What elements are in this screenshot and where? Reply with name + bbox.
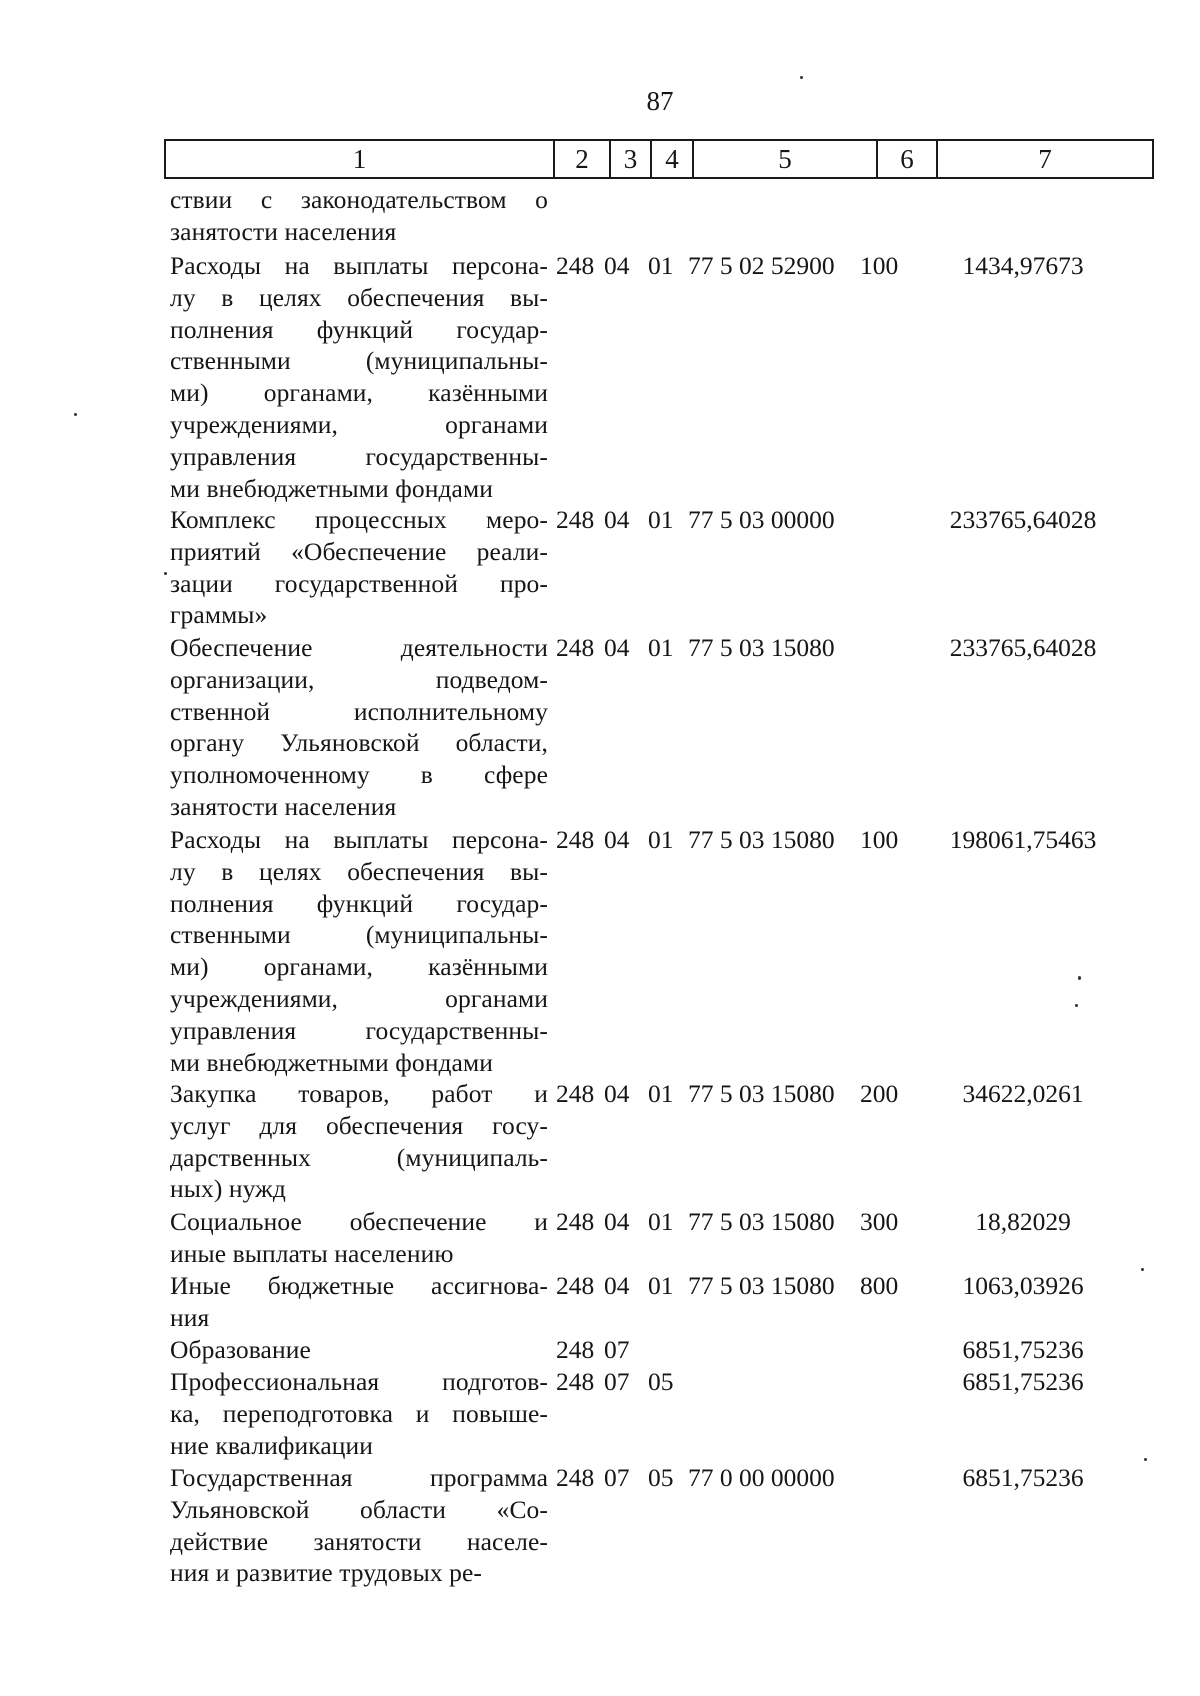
row-name-line: Расходы на выплаты персона- xyxy=(170,825,548,854)
row-name xyxy=(170,1462,548,1589)
row-section: 04 xyxy=(604,1207,630,1236)
row-expense-type xyxy=(860,504,914,536)
row-name-line: Комплекс процессных меро- xyxy=(170,505,548,534)
table-row xyxy=(170,1462,1132,1589)
row-name-line: Обеспечение деятельности xyxy=(170,633,548,662)
row-name-line: услуг для обеспечения госу- xyxy=(170,1110,548,1140)
scan-speck xyxy=(164,572,167,575)
row-name-line: управления государственны- xyxy=(170,1015,548,1045)
row-codes xyxy=(548,1206,914,1238)
row-sum: 233765,64028 xyxy=(949,633,1097,662)
row-subsection: 01 xyxy=(648,251,674,280)
row-target-article: 77 5 02 52900 xyxy=(688,251,835,280)
row-name-line: действие занятости населе- xyxy=(170,1526,548,1556)
row-codes xyxy=(548,250,914,282)
row-expense-type: 100 xyxy=(860,825,899,854)
row-section: 04 xyxy=(604,505,630,534)
row-name-line: граммы» xyxy=(170,600,268,630)
row-section: 07 xyxy=(604,1367,630,1396)
row-sum: 6851,75236 xyxy=(962,1367,1084,1396)
row-grbs: 248 xyxy=(556,633,595,662)
row-grbs: 248 xyxy=(556,1335,595,1364)
row-name xyxy=(170,1366,548,1461)
row-name xyxy=(170,824,548,1078)
row-grbs: 248 xyxy=(556,1463,595,1492)
header-col-6: 6 xyxy=(878,141,938,177)
row-target-article: 77 5 03 15080 xyxy=(688,1079,835,1108)
row-target-article: 77 5 03 15080 xyxy=(688,633,835,662)
row-name xyxy=(170,184,548,248)
scan-speck xyxy=(800,76,803,79)
row-grbs: 248 xyxy=(556,251,595,280)
row-sum: 1063,03926 xyxy=(962,1271,1084,1300)
row-codes xyxy=(548,1078,914,1110)
row-name-line: лу в целях обеспечения вы- xyxy=(170,856,548,886)
row-name-line: ственными (муниципальны- xyxy=(170,346,548,376)
row-sum: 1434,97673 xyxy=(962,251,1084,280)
row-sum: 6851,75236 xyxy=(962,1335,1084,1364)
row-name xyxy=(170,504,548,631)
table-row xyxy=(170,824,1132,1078)
row-name-line: учреждениями, органами xyxy=(170,409,548,439)
table-row xyxy=(170,632,1132,823)
row-section: 04 xyxy=(604,633,630,662)
table-row xyxy=(170,1206,1132,1270)
row-name xyxy=(170,1334,548,1366)
row-name-line: ми) органами, казёнными xyxy=(170,378,548,408)
scan-speck xyxy=(1141,1268,1144,1271)
scan-speck xyxy=(1075,1004,1078,1007)
row-subsection: 01 xyxy=(648,505,674,534)
row-sum: 34622,0261 xyxy=(962,1079,1084,1108)
row-name-line: Профессиональная подготов- xyxy=(170,1367,548,1396)
row-name-line: организации, подведом- xyxy=(170,664,548,694)
row-grbs: 248 xyxy=(556,1367,595,1396)
row-target-article xyxy=(682,1366,860,1398)
row-subsection: 01 xyxy=(648,1207,674,1236)
row-name-line: ми внебюджетными фондами xyxy=(170,473,493,503)
page-number: 87 xyxy=(646,86,674,116)
row-grbs: 248 xyxy=(556,1207,595,1236)
row-name-line: ствии с законодательством о xyxy=(170,185,548,214)
row-name-line: органу Ульяновской области, xyxy=(170,728,548,758)
row-name-line: Государственная программа xyxy=(170,1463,548,1492)
row-name xyxy=(170,1206,548,1270)
row-expense-type xyxy=(860,1366,914,1398)
row-name-line: ния и развитие трудовых ре- xyxy=(170,1558,483,1588)
row-subsection: 01 xyxy=(648,633,674,662)
row-name-line: учреждениями, органами xyxy=(170,983,548,1013)
row-expense-type: 100 xyxy=(860,251,899,280)
table-header-row xyxy=(164,139,1154,179)
table-row xyxy=(170,1270,1132,1334)
row-sum: 198061,75463 xyxy=(949,825,1097,854)
row-name-line: Ульяновской области «Со- xyxy=(170,1494,548,1524)
row-subsection: 05 xyxy=(648,1367,674,1396)
row-target-article: 77 0 00 00000 xyxy=(688,1463,835,1492)
row-name-line: ния xyxy=(170,1302,210,1332)
row-grbs: 248 xyxy=(556,1079,595,1108)
header-col-4: 4 xyxy=(652,141,694,177)
row-name-line: дарственных (муниципаль- xyxy=(170,1142,548,1172)
row-sum: 233765,64028 xyxy=(949,505,1097,534)
row-codes xyxy=(548,1270,914,1302)
table-row xyxy=(170,1078,1132,1205)
row-subsection xyxy=(642,1334,682,1366)
row-expense-type xyxy=(860,1462,914,1494)
scan-speck xyxy=(74,413,77,416)
table-row xyxy=(170,250,1132,504)
row-name-line: ние квалификации xyxy=(170,1430,374,1460)
row-section: 07 xyxy=(604,1463,630,1492)
scan-speck xyxy=(1078,976,1081,980)
row-sum: 6851,75236 xyxy=(962,1463,1084,1492)
header-col-7: 7 xyxy=(1038,144,1052,174)
header-col-1: 1 xyxy=(166,141,555,177)
row-grbs: 248 xyxy=(556,825,595,854)
row-name xyxy=(170,1078,548,1205)
row-section: 04 xyxy=(604,1271,630,1300)
row-subsection: 01 xyxy=(648,825,674,854)
row-name-line: лу в целях обеспечения вы- xyxy=(170,282,548,312)
row-expense-type xyxy=(860,1334,914,1366)
row-name xyxy=(170,250,548,504)
row-codes xyxy=(548,632,914,664)
row-sum: 18,82029 xyxy=(975,1207,1071,1236)
row-target-article: 77 5 03 15080 xyxy=(688,1207,835,1236)
table-row xyxy=(170,504,1132,631)
row-grbs: 248 xyxy=(556,505,595,534)
row-name xyxy=(170,632,548,823)
row-name-line: ми) органами, казёнными xyxy=(170,952,548,982)
row-subsection: 05 xyxy=(648,1463,674,1492)
row-codes xyxy=(548,1334,914,1366)
row-name-line: ных) нужд xyxy=(170,1174,286,1204)
row-subsection: 01 xyxy=(648,1271,674,1300)
row-name-line: Иные бюджетные ассигнова- xyxy=(170,1271,548,1300)
row-section: 04 xyxy=(604,251,630,280)
row-codes xyxy=(548,1462,914,1494)
header-col-3: 3 xyxy=(611,141,652,177)
row-name-line: ми внебюджетными фондами xyxy=(170,1047,493,1077)
table-row xyxy=(170,1366,1132,1461)
row-name-line: занятости населения xyxy=(170,791,397,821)
row-name-line: управления государственны- xyxy=(170,441,548,471)
row-name-line: иные выплаты населению xyxy=(170,1238,454,1268)
row-section: 07 xyxy=(604,1335,630,1364)
row-target-article xyxy=(682,1334,860,1366)
row-grbs: 248 xyxy=(556,1271,595,1300)
header-col-2: 2 xyxy=(555,141,611,177)
row-codes xyxy=(548,824,914,856)
row-codes xyxy=(548,1366,914,1398)
row-target-article: 77 5 03 15080 xyxy=(688,825,835,854)
row-name-line: занятости населения xyxy=(170,216,397,246)
row-expense-type: 300 xyxy=(860,1207,899,1236)
header-col-5: 5 xyxy=(694,141,878,177)
row-subsection: 01 xyxy=(648,1079,674,1108)
row-expense-type: 800 xyxy=(860,1271,899,1300)
row-name-line: Социальное обеспечение и xyxy=(170,1207,548,1236)
row-name-line: зации государственной про- xyxy=(170,568,548,598)
table-row xyxy=(170,184,1132,248)
row-name-line: уполномоченному в сфере xyxy=(170,760,548,790)
row-section: 04 xyxy=(604,825,630,854)
row-name-line: полнения функций государ- xyxy=(170,314,548,344)
table-row xyxy=(170,1334,1132,1366)
scan-speck xyxy=(1144,1458,1147,1461)
row-expense-type: 200 xyxy=(860,1079,899,1108)
row-name-line: ка, переподготовка и повыше- xyxy=(170,1398,548,1428)
row-section: 04 xyxy=(604,1079,630,1108)
row-name-line: Образование xyxy=(170,1335,311,1364)
row-expense-type xyxy=(860,632,914,664)
row-name-line: Расходы на выплаты персона- xyxy=(170,251,548,280)
row-name-line: приятий «Обеспечение реали- xyxy=(170,536,548,566)
row-name-line: ственной исполнительному xyxy=(170,696,548,726)
row-target-article: 77 5 03 15080 xyxy=(688,1271,835,1300)
row-name-line: Закупка товаров, работ и xyxy=(170,1079,548,1108)
row-name-line: ственными (муниципальны- xyxy=(170,920,548,950)
row-name xyxy=(170,1270,548,1334)
row-target-article: 77 5 03 00000 xyxy=(688,505,835,534)
row-codes xyxy=(548,504,914,536)
row-name-line: полнения функций государ- xyxy=(170,888,548,918)
